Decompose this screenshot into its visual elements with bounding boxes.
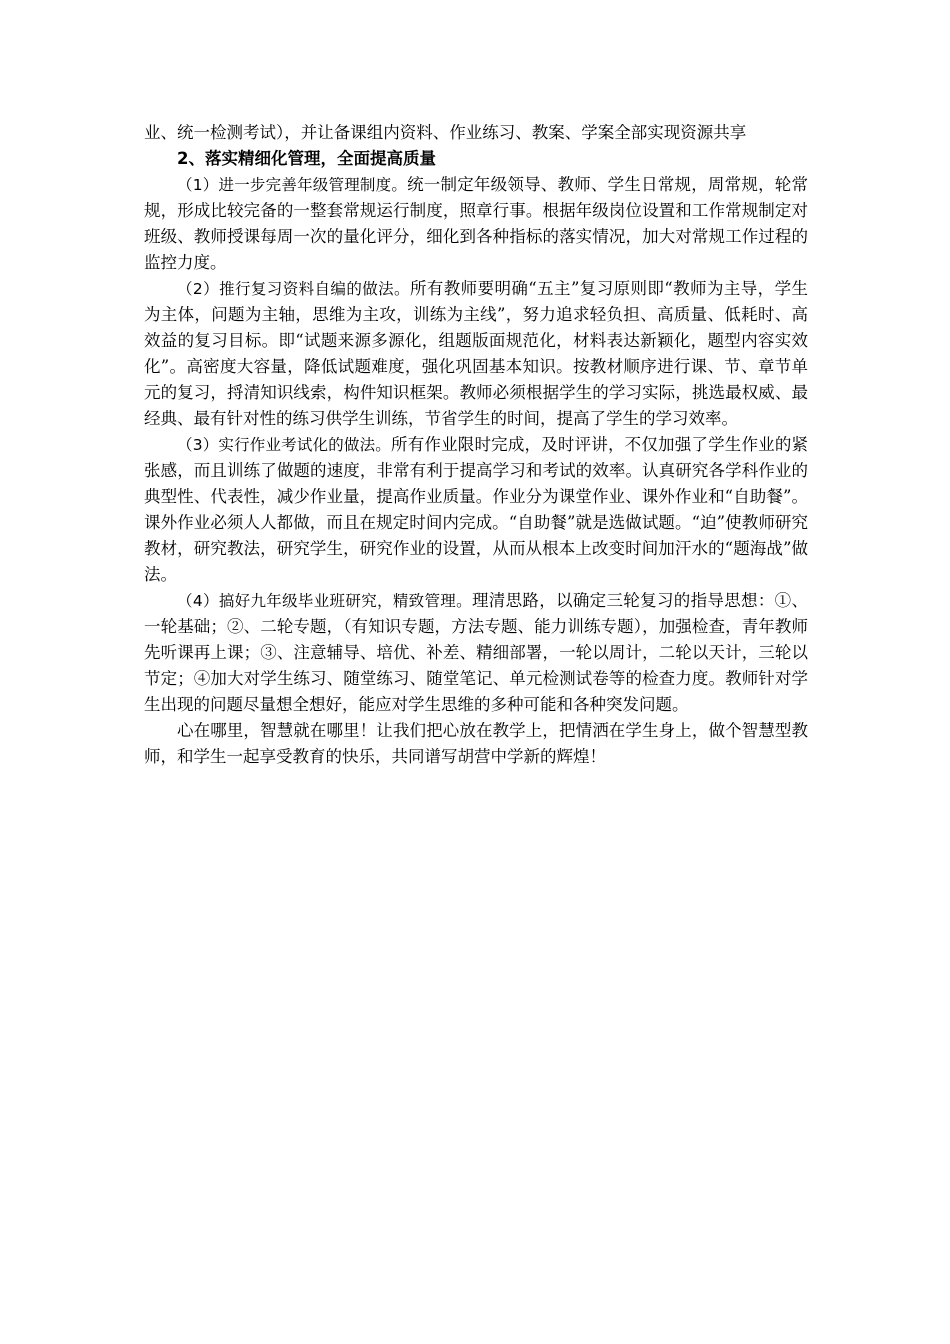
document-body [144,120,808,770]
paragraph-4 [144,588,808,718]
paragraph-3 [144,432,808,588]
paragraph-1-lead: （1）进一步完善年级管理制度。 [177,176,408,194]
closing-paragraph: 心在哪里，智慧就在哪里！让我们把心放在教学上，把情洒在学生身上，做个智慧型教师，和学生一起享受教育的快乐，共同谱写胡营中学新的辉煌！ [144,721,808,766]
paragraph-4-lead: （4）搞好九年级毕业班研究，精致管理。 [177,592,472,610]
continuation-line: 业、统一检测考试），并让备课组内资料、作业练习、教案、学案全部实现资源共享 [144,123,747,142]
paragraph-2-body: 所有教师要明确“五主”复习原则即“教师为主导，学生为主体，问题为主轴，思维为主攻，训练为主线”，努力追求轻负担、高质量、低耗时、高效益的复习目标。即“试题来源多源化，组题版面规范化，材料表达新颖化，题型内容实效化”。高密度大容量，降低试题难度，强化巩固基本知识。按教材顺序进行课、节、章节单元的复习，捋清知识线索，构件知识框架。教师必须根据学生的学习实际，挑选最权威、最经典、最有针对性的练习供学生训练，节省学生的时间，提高了学生的学习效率。 [144,279,808,428]
section-heading: 2、落实精细化管理，全面提高质量 [177,149,436,168]
paragraph-1-body: 统一制定年级领导、教师、学生日常规，周常规，轮常规，形成比较完备的一整套常规运行制度，照章行事。根据年级岗位设置和工作常规制定对班级、教师授课每周一次的量化评分，细化到各种指标的落实情况，加大对常规工作过程的监控力度。 [144,175,808,272]
paragraph-2 [144,276,808,432]
paragraph-1 [144,172,808,276]
paragraph-2-lead: （2）推行复习资料自编的做法。 [177,280,410,298]
paragraph-4-body: 理清思路，以确定三轮复习的指导思想：①、一轮基础；②、二轮专题，（有知识专题，方法专题、能力训练专题），加强检查，青年教师先听课再上课；③、注意辅导、培优、补差、精细部署，一轮以周计，二轮以天计，三轮以节定；④加大对学生练习、随堂练习、随堂笔记、单元检测试卷等的检查力度。教师针对学生出现的问题尽量想全想好，能应对学生思维的多种可能和各种突发问题。 [144,591,809,714]
paragraph-3-lead: （3）实行作业考试化的做法。 [177,436,391,454]
paragraph-3-body: 所有作业限时完成，及时评讲，不仅加强了学生作业的紧张感，而且训练了做题的速度，非常有利于提高学习和考试的效率。认真研究各学科作业的典型性、代表性，减少作业量，提高作业质量。作业分为课堂作业、课外作业和“自助餐”。课外作业必须人人都做，而且在规定时间内完成。“自助餐”就是选做试题。“迫”使教师研究教材，研究教法，研究学生，研究作业的设置，从而从根本上改变时间加汗水的“题海战”做法。 [144,435,808,584]
